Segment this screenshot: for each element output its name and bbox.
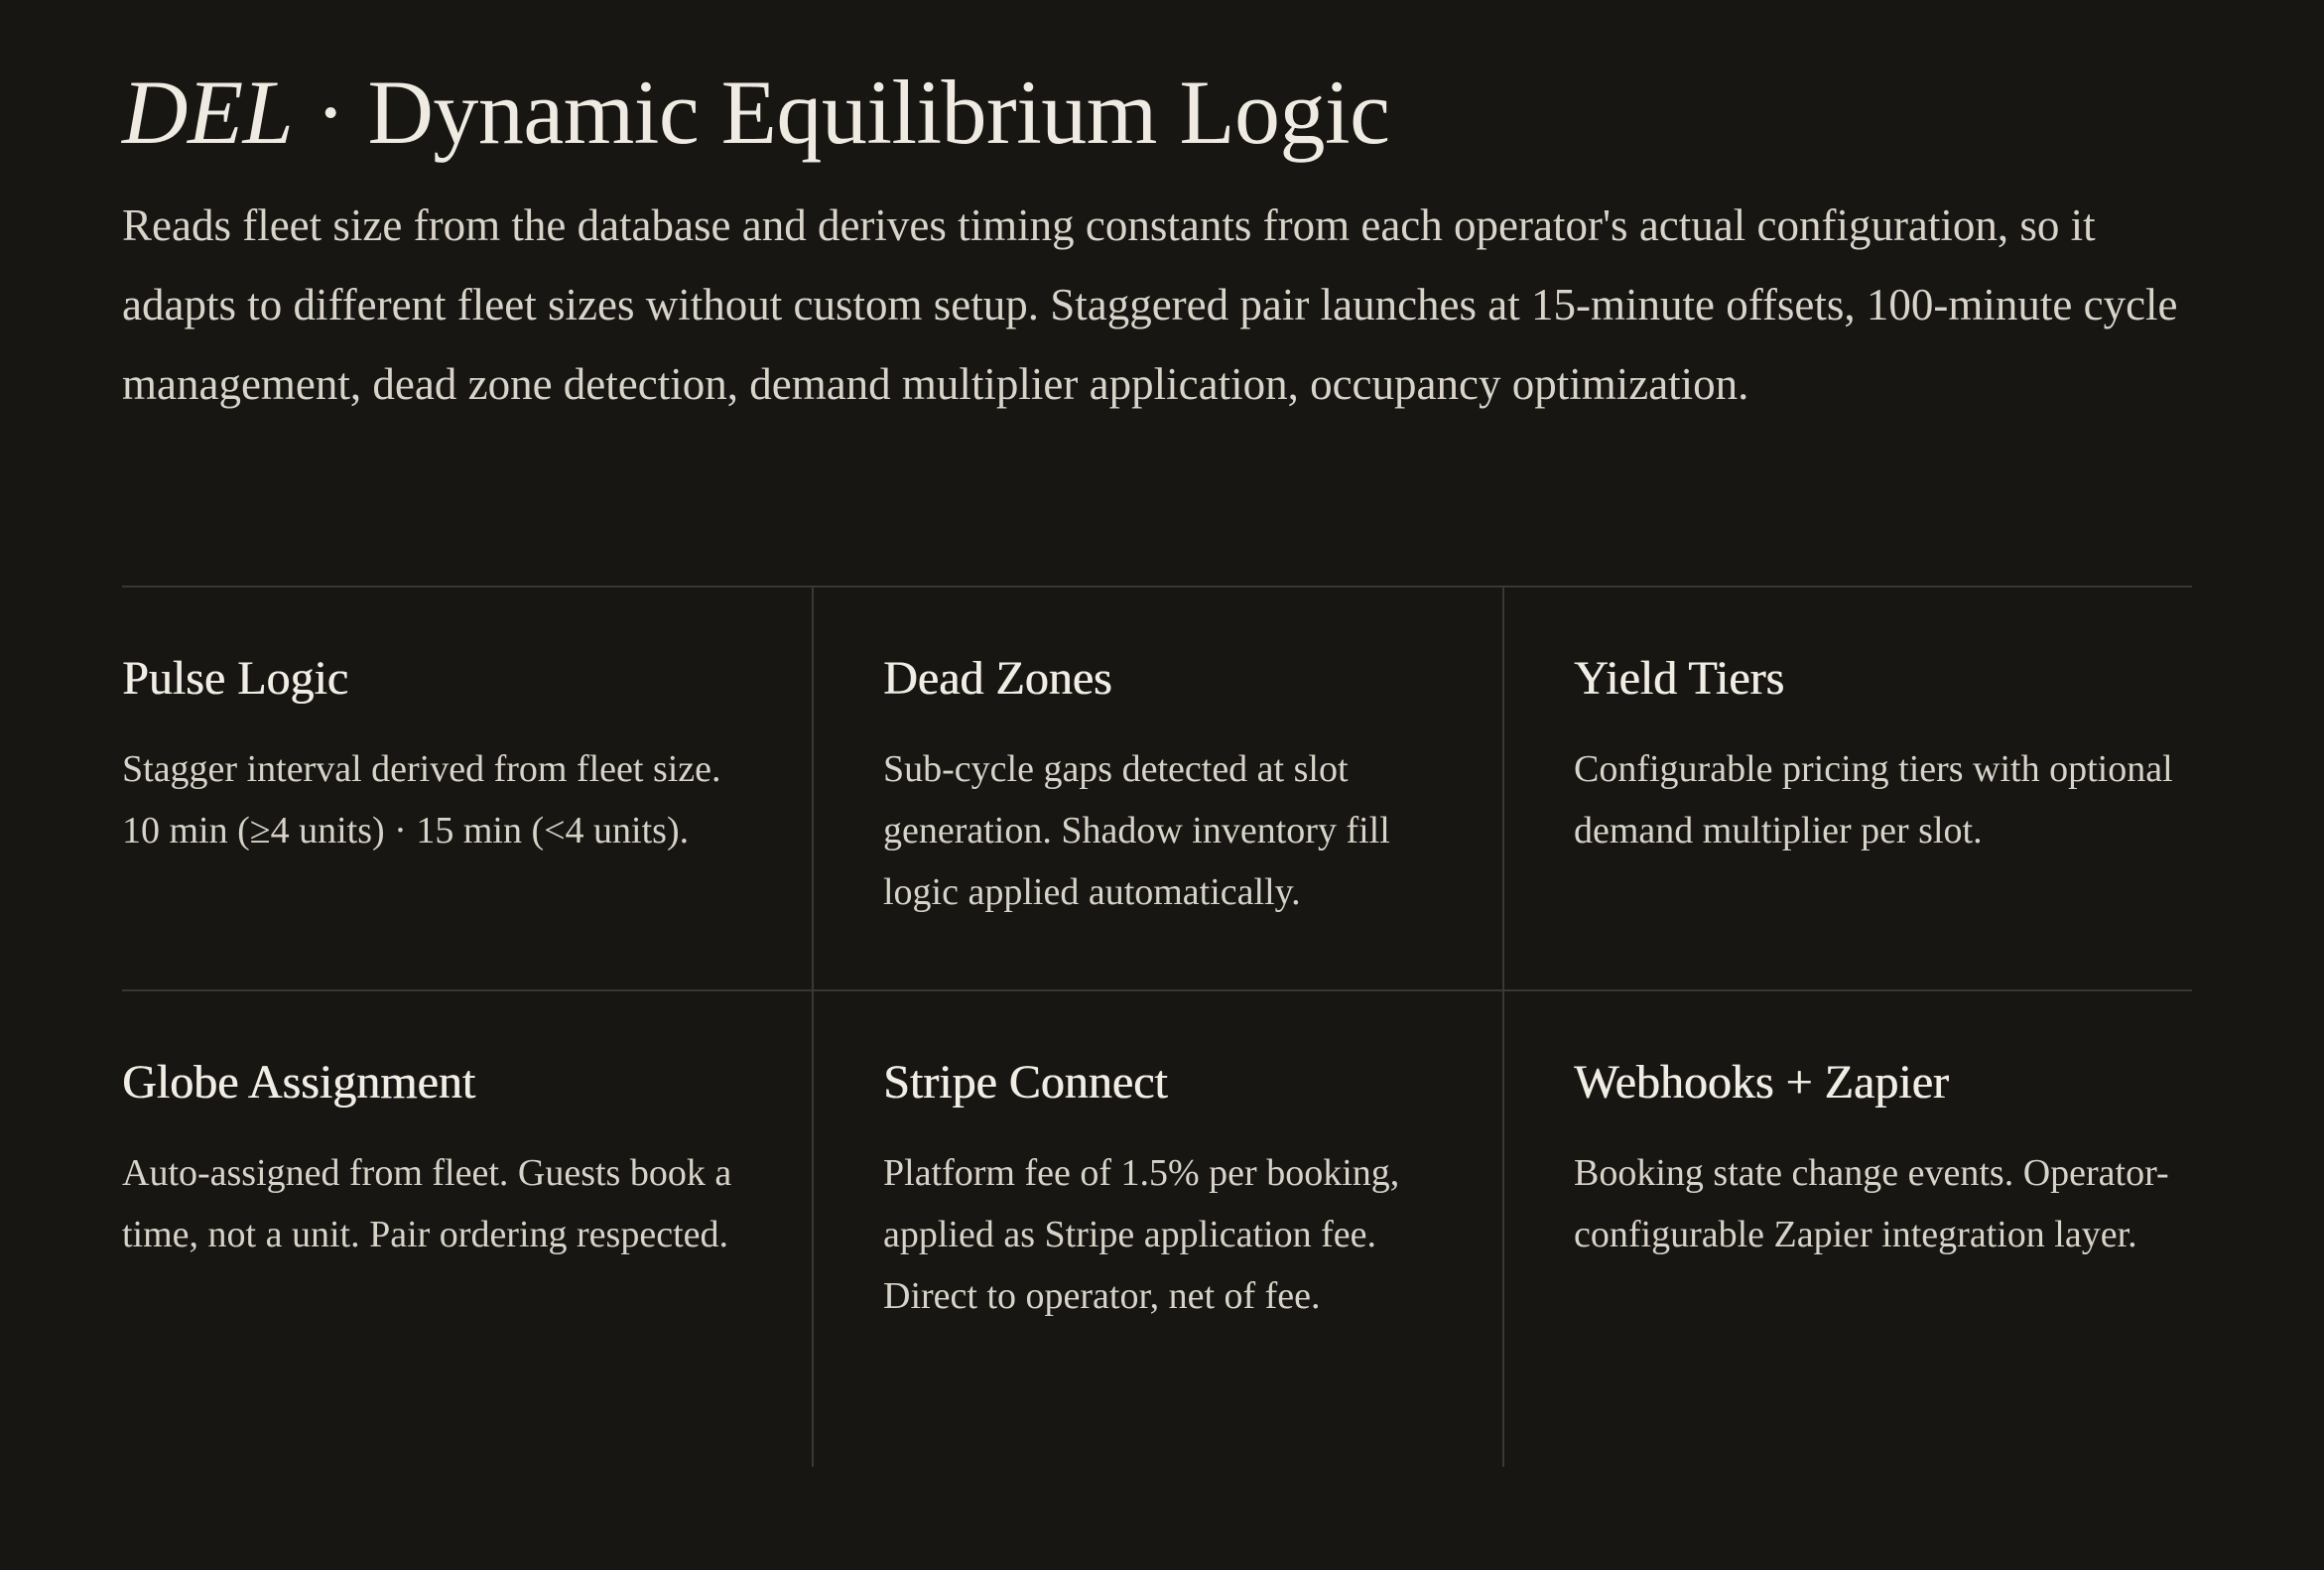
feature-card-pulse-logic bbox=[122, 586, 812, 989]
feature-title: Webhooks + Zapier bbox=[1574, 1056, 1949, 1109]
feature-title: Globe Assignment bbox=[122, 1056, 475, 1109]
feature-description: Stagger interval derived from fleet size. 10 min (≥4 units) · 15 min (<4 units). bbox=[122, 748, 721, 851]
feature-description: Booking state change events. Operator-configurable Zapier integration layer. bbox=[1574, 1152, 2169, 1255]
feature-card-yield-tiers bbox=[1502, 586, 2192, 989]
feature-title: Yield Tiers bbox=[1574, 652, 1785, 705]
feature-card-globe-assignment bbox=[122, 989, 812, 1467]
title-abbreviation: DEL bbox=[122, 62, 294, 163]
feature-title: Dead Zones bbox=[883, 652, 1112, 705]
feature-title: Pulse Logic bbox=[122, 652, 348, 705]
feature-grid bbox=[122, 586, 2192, 1467]
feature-card-stripe-connect bbox=[812, 989, 1502, 1467]
intro-paragraph: Reads fleet size from the database and derives timing constants from each operator's actual configuration, so it adapts to different fleet sizes without custom setup. Staggered pair launches at 15-minute offsets, 100-minute cycle management, dead zone detection, demand multiplier application, occupancy optimization. bbox=[122, 200, 2178, 409]
feature-card-webhooks-zapier bbox=[1502, 989, 2192, 1467]
feature-card-dead-zones bbox=[812, 586, 1502, 989]
page-title bbox=[122, 58, 1389, 167]
title-separator: · bbox=[315, 62, 345, 163]
feature-title: Stripe Connect bbox=[883, 1056, 1168, 1109]
title-text: Dynamic Equilibrium Logic bbox=[367, 62, 1390, 163]
feature-description: Platform fee of 1.5% per booking, applied as Stripe application fee. Direct to operator, net of fee. bbox=[883, 1152, 1400, 1317]
feature-description: Auto-assigned from fleet. Guests book a time, not a unit. Pair ordering respected. bbox=[122, 1152, 732, 1255]
feature-description: Configurable pricing tiers with optional demand multiplier per slot. bbox=[1574, 748, 2173, 851]
feature-description: Sub-cycle gaps detected at slot generation. Shadow inventory fill logic applied automatically. bbox=[883, 748, 1390, 913]
